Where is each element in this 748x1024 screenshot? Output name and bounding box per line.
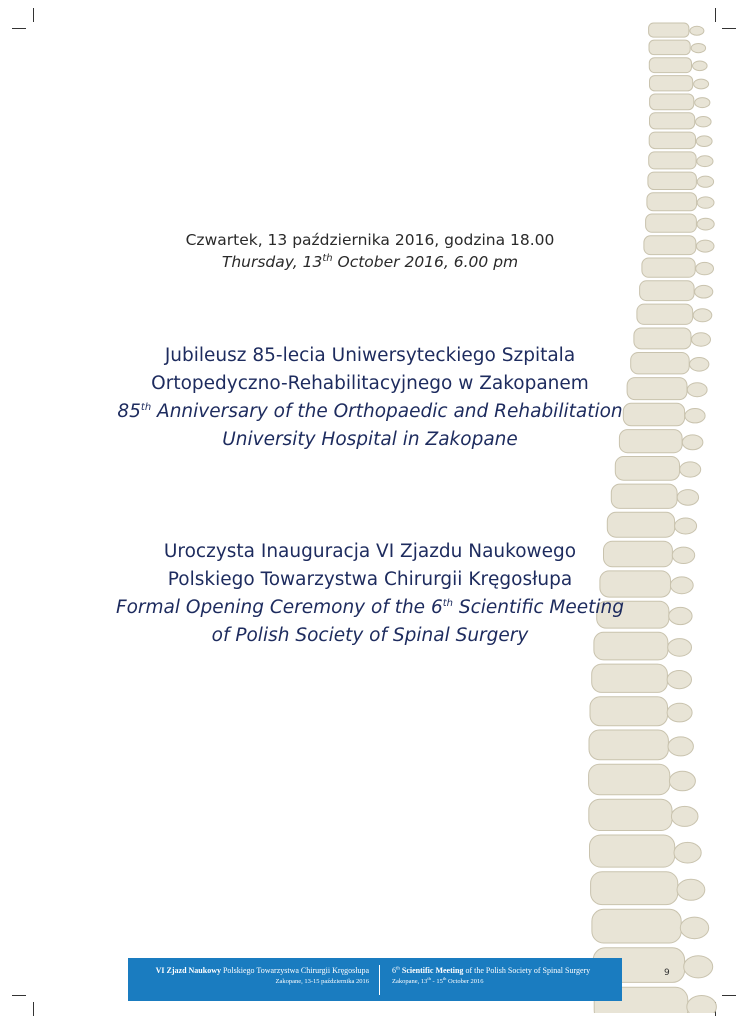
vertebra-process — [694, 79, 709, 89]
event-date-pl: Czwartek, 13 października 2016, godzina 18.00 — [185, 231, 555, 249]
vertebra-process — [667, 703, 692, 722]
vertebra — [649, 40, 690, 55]
footer-right-subtitle: Zakopane, 13th - 15th October 2016 — [392, 975, 484, 985]
vertebra-process — [687, 996, 717, 1014]
anniversary-title-pl-1: Jubileusz 85-lecia Uniwersyteckiego Szpitala — [164, 345, 576, 366]
anniversary-title-en-2: University Hospital in Zakopane — [222, 429, 518, 450]
vertebra — [590, 835, 675, 867]
anniversary-title-pl-2: Ortopedyczno-Rehabilitacyjnego w Zakopanem — [151, 373, 589, 394]
vertebra — [637, 304, 693, 324]
vertebra-process — [696, 117, 712, 127]
vertebra-process — [675, 518, 697, 534]
vertebra-process — [677, 879, 705, 900]
vertebra — [591, 872, 678, 905]
vertebra-process — [697, 176, 713, 187]
inauguration-title — [100, 538, 640, 650]
vertebra — [649, 23, 689, 37]
inauguration-title-pl-2: Polskiego Towarzystwa Chirurgii Kręgosłupa — [167, 569, 573, 590]
footer-left — [128, 964, 369, 987]
vertebra-process — [697, 218, 714, 230]
page-number: 9 — [664, 968, 670, 978]
vertebra — [650, 94, 694, 110]
vertebra-process — [669, 771, 695, 791]
crop-mark — [12, 995, 26, 996]
vertebra — [640, 281, 695, 301]
vertebra — [648, 172, 697, 189]
anniversary-title — [100, 342, 640, 454]
spine-illustration-icon — [585, 18, 735, 1013]
vertebra — [647, 193, 697, 211]
footer-right-title: 6th Scientific Meeting of the Polish Society of Spinal Surgery — [392, 966, 591, 975]
crop-mark — [33, 8, 34, 22]
vertebra — [590, 697, 668, 726]
crop-mark — [12, 28, 26, 29]
footer-left-subtitle: Zakopane, 13-15 października 2016 — [275, 978, 369, 985]
vertebra — [592, 664, 668, 692]
inauguration-title-pl-1: Uroczysta Inauguracja VI Zjazdu Naukowego — [163, 541, 577, 562]
vertebra — [615, 457, 679, 481]
vertebra-process — [672, 547, 694, 563]
vertebra — [611, 484, 677, 508]
vertebra-process — [697, 197, 714, 208]
vertebra-process — [696, 262, 714, 274]
crop-mark — [33, 1002, 34, 1016]
vertebra-process — [692, 333, 711, 346]
footer-right — [392, 964, 622, 987]
inauguration-title-en-1: Formal Opening Ceremony of the 6th Scientific Meeting — [115, 597, 625, 618]
vertebra-process — [696, 240, 714, 252]
event-date — [100, 229, 640, 273]
vertebra-process — [671, 806, 698, 826]
vertebra-process — [684, 956, 713, 978]
vertebra-process — [674, 842, 701, 863]
vertebra — [642, 258, 695, 277]
vertebra — [589, 730, 668, 760]
vertebra — [650, 113, 695, 129]
vertebra — [649, 152, 696, 169]
vertebra-process — [690, 26, 704, 35]
vertebra-process — [697, 156, 713, 167]
footer-divider — [379, 965, 380, 995]
vertebra-process — [669, 607, 692, 624]
vertebra-process — [668, 737, 693, 756]
vertebra-process — [687, 383, 707, 397]
vertebra — [607, 512, 674, 537]
footer-banner — [128, 958, 622, 1001]
vertebra — [649, 132, 695, 149]
vertebra-process — [695, 285, 713, 298]
vertebra-process — [668, 639, 692, 657]
vertebra-process — [667, 671, 691, 689]
inauguration-title-en-2: of Polish Society of Spinal Surgery — [211, 625, 529, 646]
vertebra-process — [682, 435, 703, 450]
vertebra — [644, 236, 696, 255]
vertebra-process — [696, 136, 712, 147]
vertebra — [646, 214, 697, 232]
anniversary-title-en-1: 85th Anniversary of the Orthopaedic and Rehabilitation — [117, 401, 623, 422]
vertebra — [592, 909, 681, 943]
vertebra — [649, 58, 691, 73]
vertebra — [650, 76, 693, 91]
vertebra-process — [691, 44, 705, 53]
vertebra-process — [677, 490, 698, 506]
event-date-en: Thursday, 13th October 2016, 6.00 pm — [221, 252, 519, 271]
vertebra — [589, 764, 670, 795]
vertebra-process — [680, 917, 708, 939]
vertebra — [589, 799, 672, 830]
vertebra-process — [693, 309, 712, 322]
vertebra-process — [693, 61, 708, 71]
vertebra-process — [690, 358, 709, 372]
vertebra-process — [685, 409, 705, 423]
vertebra-process — [680, 462, 701, 477]
vertebra — [634, 328, 691, 349]
vertebra-process — [695, 98, 710, 108]
footer-left-title: VI Zjazd Naukowy Polskiego Towarzystwa Chirurgii Kręgosłupa — [155, 966, 369, 975]
vertebra-process — [670, 577, 693, 594]
